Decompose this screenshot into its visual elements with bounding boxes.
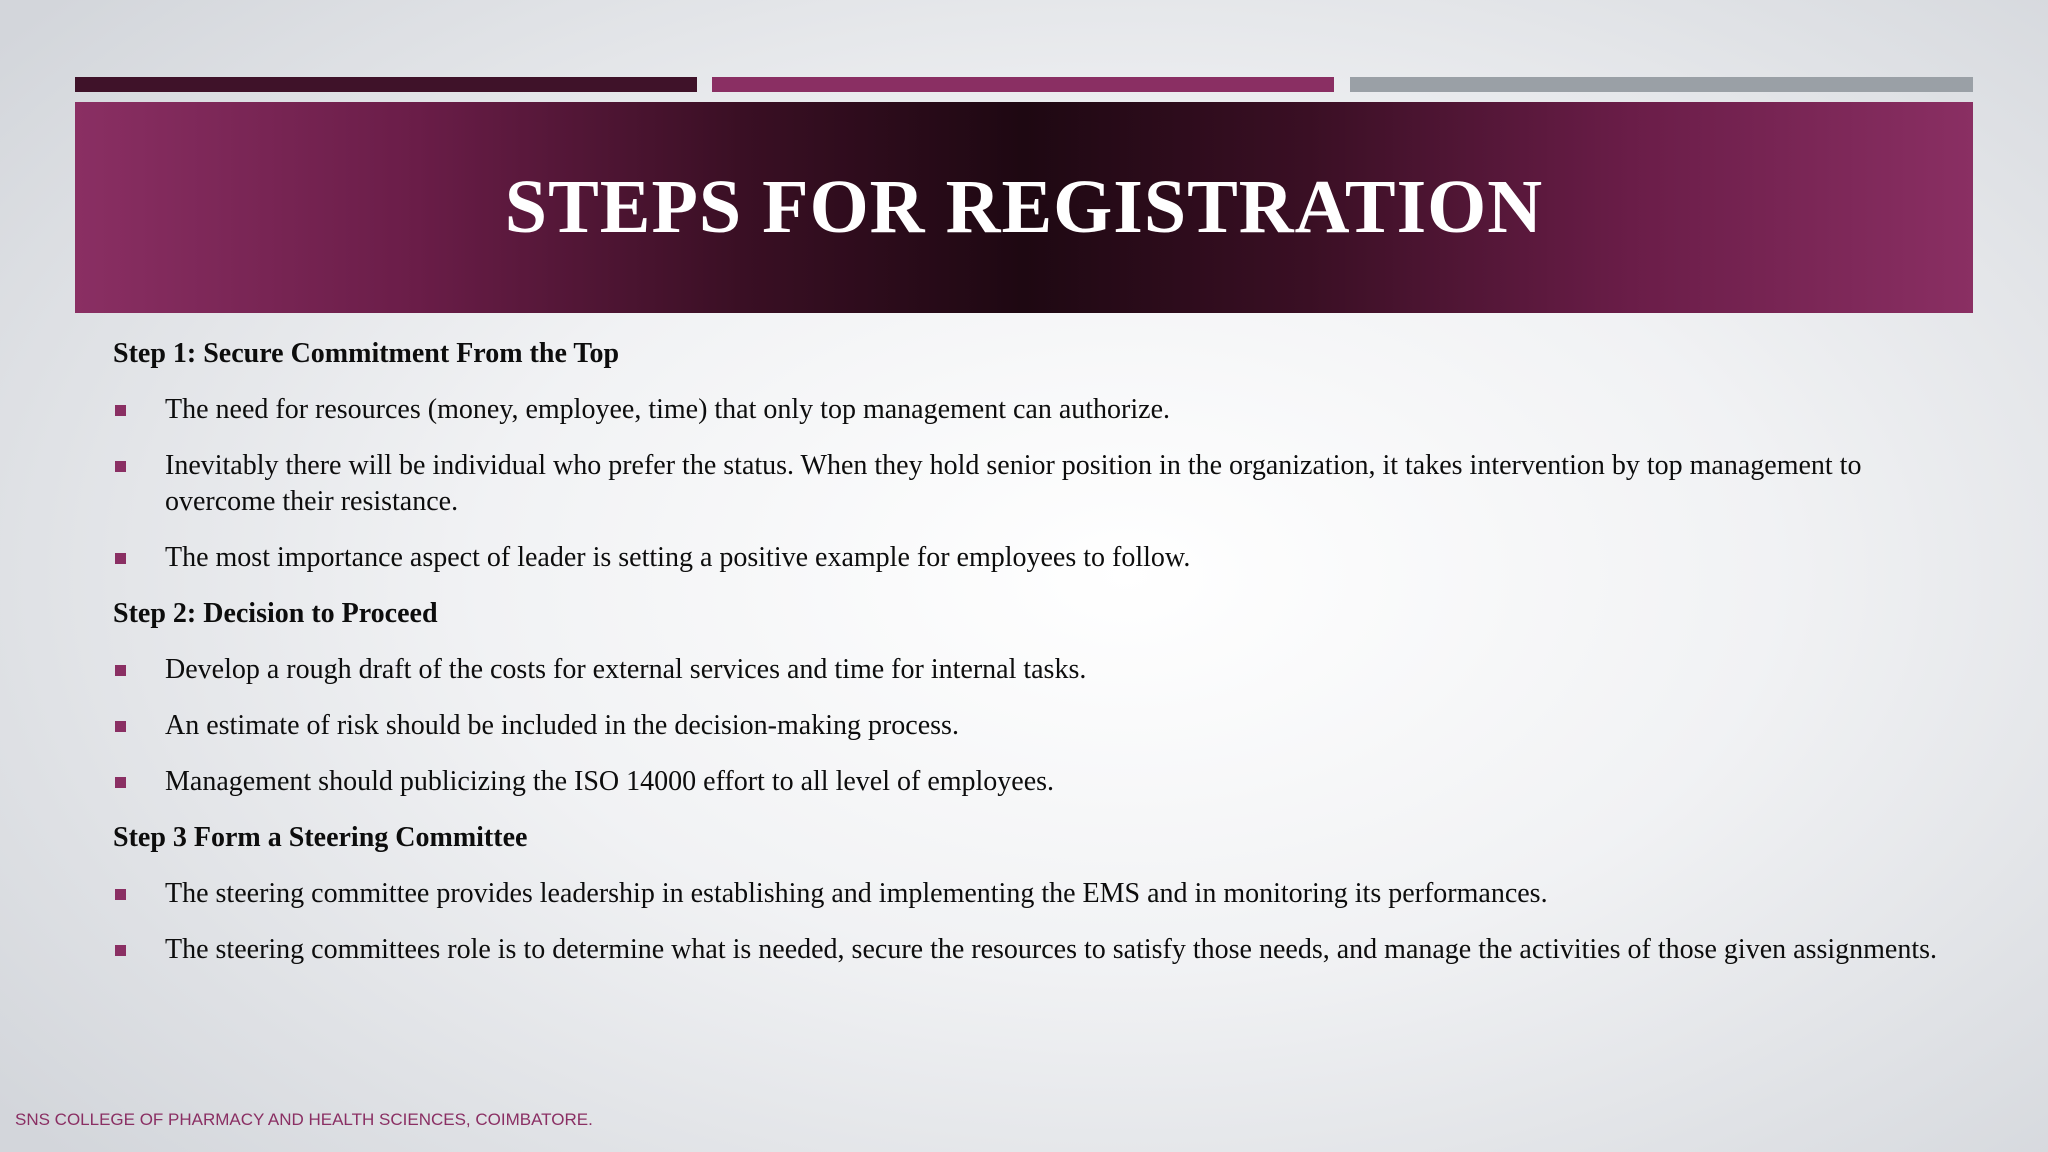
bullet-text: The steering committee provides leadership in establishing and implementing the EMS and in monitoring its performances. <box>165 878 1548 909</box>
bullet-text: The most importance aspect of leader is setting a positive example for employees to follow. <box>165 542 1191 573</box>
step-3-heading: Step 3 Form a Steering Committee <box>113 822 528 853</box>
step-1-bullet-list <box>113 392 1953 576</box>
square-bullet-icon <box>115 889 126 900</box>
bullet-text: The need for resources (money, employee, time) that only top management can authorize. <box>165 394 1171 425</box>
square-bullet-icon <box>115 777 126 788</box>
slide-content <box>113 336 1953 988</box>
bullet-item <box>113 932 1953 968</box>
top-stripe-gray <box>1350 77 1973 92</box>
bullet-item <box>113 652 1953 688</box>
square-bullet-icon <box>115 665 126 676</box>
bullet-item <box>113 708 1953 744</box>
step-1-heading: Step 1: Secure Commitment From the Top <box>113 338 620 369</box>
bullet-text: The steering committees role is to determine what is needed, secure the resources to satisfy those needs, and manage the activities of those given assignments. <box>165 934 1938 965</box>
square-bullet-icon <box>115 461 126 472</box>
square-bullet-icon <box>115 553 126 564</box>
slide-title: STEPS FOR REGISTRATION <box>504 165 1544 249</box>
bullet-item <box>113 448 1953 520</box>
top-stripe-magenta <box>712 77 1334 92</box>
bullet-text: Management should publicizing the ISO 14000 effort to all level of employees. <box>165 766 1055 797</box>
bullet-item <box>113 876 1953 912</box>
step-2-bullet-list <box>113 652 1953 800</box>
title-banner <box>75 102 1973 313</box>
bullet-text: An estimate of risk should be included in the decision-making process. <box>165 710 959 741</box>
bullet-item <box>113 392 1953 428</box>
bullet-text: Develop a rough draft of the costs for external services and time for internal tasks. <box>165 654 1087 685</box>
square-bullet-icon <box>115 721 126 732</box>
top-stripe-dark <box>75 77 697 92</box>
bullet-item <box>113 764 1953 800</box>
square-bullet-icon <box>115 405 126 416</box>
bullet-item <box>113 540 1953 576</box>
footer-institution: SNS COLLEGE OF PHARMACY AND HEALTH SCIENCES, COIMBATORE. <box>15 1110 593 1129</box>
step-3-bullet-list <box>113 876 1953 968</box>
step-2-heading: Step 2: Decision to Proceed <box>113 598 438 629</box>
square-bullet-icon <box>115 945 126 956</box>
bullet-text: Inevitably there will be individual who prefer the status. When they hold senior position in the organization, it takes intervention by top management to overcome their resistance. <box>165 450 1862 517</box>
